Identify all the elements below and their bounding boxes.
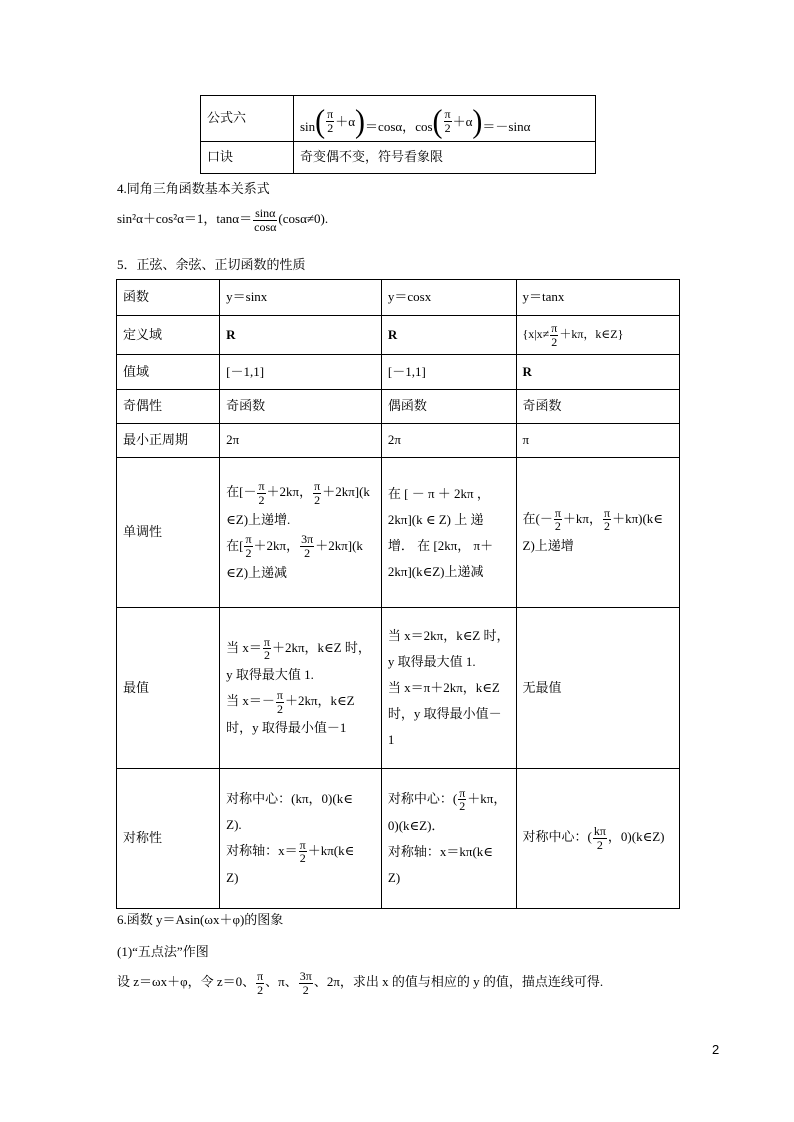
period-tan: π — [516, 424, 679, 458]
sin-over-cos: $\frac{\sin\alpha}{\cos\alpha}$ — [254, 206, 277, 234]
header-sin: y＝sinx — [220, 280, 382, 316]
section5-title: 5．正弦、余弦、正切函数的性质 — [117, 257, 306, 272]
mnemonic-value: 奇变偶不变，符号看象限 — [294, 142, 596, 174]
mono-sin: 在[－ $\frac{\pi}{2}$ ＋2kπ， $\frac{\pi}{2}$ ＋2kπ](k ∈Z)上递增. 在[ $\frac{\pi}{2}$ ＋2kπ， $\frac{3\pi}{2}$ ＋2kπ](k ∈Z)上递减 — [220, 458, 382, 608]
symmetry-sin: 对称中心：(kπ，0)(k∈ Z). 对称轴：x＝ $\frac{\pi}{2}$ ＋kπ(k∈ Z) — [220, 769, 382, 909]
parity-tan: 奇函数 — [516, 390, 679, 424]
parity-sin: 奇函数 — [220, 390, 382, 424]
mnemonic-label: 口诀 — [201, 142, 294, 174]
period-cos: 2π — [381, 424, 516, 458]
formula-table — [200, 95, 596, 174]
domain-label: 定义域 — [117, 316, 220, 355]
period-sin: 2π — [220, 424, 382, 458]
extreme-tan: 无最值 — [516, 608, 679, 769]
symmetry-label: 对称性 — [117, 769, 220, 909]
trig-properties-table — [116, 279, 680, 909]
section6-title: 6.函数 y＝Asin(ωx＋φ)的图象 — [117, 912, 284, 927]
mono-tan: 在(－ $\frac{\pi}{2}$ ＋kπ， $\frac{\pi}{2}$ ＋kπ)(k∈ Z)上递增 — [516, 458, 679, 608]
section6-body: 设 z＝ωx＋φ，令 z＝0、 $\frac{\pi}{2}$ 、π、 $\frac{3\pi}{2}$ 、2π，求出 x 的值与相应的 y 的值，描点连线可得. — [117, 969, 604, 997]
header-function: 函数 — [117, 280, 220, 316]
pi-over-2: $\frac{\pi}{2}$ — [551, 320, 558, 349]
section6-subtitle: (1)“五点法”作图 — [117, 944, 209, 959]
formula-six-expression: sin( $\frac{\pi}{2}$ ＋α)＝cosα，cos( $\frac{\pi}{2}$ ＋α)＝－sinα — [294, 96, 596, 142]
page-number: 2 — [712, 1042, 720, 1057]
symmetry-cos: 对称中心：( $\frac{\pi}{2}$ ＋kπ， 0)(k∈Z)． 对称轴：x＝kπ(k∈ Z) — [381, 769, 516, 909]
header-tan: y＝tanx — [516, 280, 679, 316]
parity-label: 奇偶性 — [117, 390, 220, 424]
parity-cos: 偶函数 — [381, 390, 516, 424]
section4-title: 4.同角三角函数基本关系式 — [117, 181, 270, 196]
range-cos: [－1,1] — [381, 355, 516, 390]
mono-cos: 在 [ － π ＋ 2kπ ， 2kπ](k ∈ Z) 上 递 增． 在 [2kπ， π＋ 2kπ](k∈Z)上递减 — [381, 458, 516, 608]
symmetry-tan: 对称中心：( $\frac{k\pi}{2}$ ，0)(k∈Z) — [516, 769, 679, 909]
extreme-cos: 当 x＝2kπ，k∈Z 时， y 取得最大值 1. 当 x＝π＋2kπ，k∈Z 时，y 取得最小值－ 1 — [381, 608, 516, 769]
domain-cos: R — [381, 316, 516, 355]
section4-identity: sin²α＋cos²α＝1，tanα＝ $\frac{\sin\alpha}{\cos\alpha}$ (cosα≠0). — [117, 206, 329, 234]
pi-over-2: $\frac{\pi}{2}$ — [444, 107, 451, 135]
range-sin: [－1,1] — [220, 355, 382, 390]
period-label: 最小正周期 — [117, 424, 220, 458]
extreme-sin: 当 x＝ $\frac{\pi}{2}$ ＋2kπ，k∈Z 时， y 取得最大值 1. 当 x＝－ $\frac{\pi}{2}$ ＋2kπ，k∈Z 时，y 取得最小值－1 — [220, 608, 382, 769]
range-label: 值域 — [117, 355, 220, 390]
extreme-label: 最值 — [117, 608, 220, 769]
range-tan: R — [516, 355, 679, 390]
formula-row-label: 公式六 — [201, 96, 294, 142]
mono-label: 单调性 — [117, 458, 220, 608]
header-cos: y＝cosx — [381, 280, 516, 316]
domain-sin: R — [220, 316, 382, 355]
pi-over-2: $\frac{\pi}{2}$ — [327, 107, 334, 135]
domain-tan: {x|x≠ $\frac{\pi}{2}$ ＋kπ，k∈Z} — [516, 316, 679, 355]
sin-fn: sin — [300, 118, 316, 134]
